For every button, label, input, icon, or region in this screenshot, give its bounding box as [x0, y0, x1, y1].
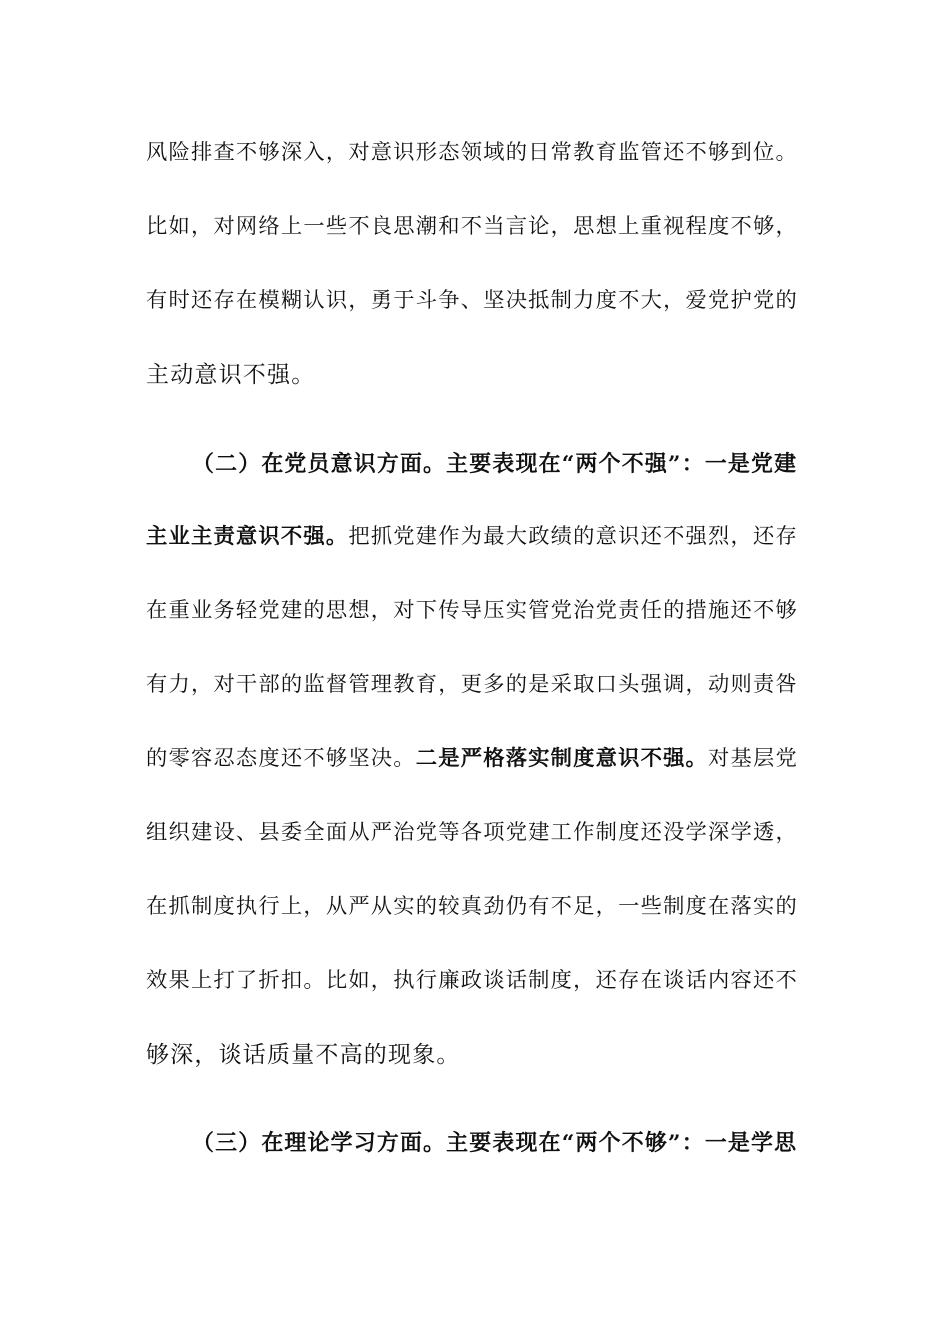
text-line — [146, 359, 796, 391]
text-line — [146, 1039, 796, 1071]
text-run: 的零容忍态度还不够坚决。 — [146, 746, 416, 771]
text-run: 够深，谈话质量不高的现象。 — [146, 1042, 461, 1068]
text-run: 在抓制度执行上，从严从实的较真劲仍有不足，一些制度在落实的 — [146, 894, 798, 919]
text-line — [146, 137, 796, 169]
text-run: 风险排查不够深入，对意识形态领域的日常教育监管还不够到位。 — [146, 140, 798, 165]
bold-run: 主业主责意识不强。 — [146, 524, 349, 549]
text-run: 有时还存在模糊认识，勇于斗争、坚决抵制力度不大，爱党护党的 — [146, 288, 798, 313]
text-run: 对基层党 — [708, 746, 798, 771]
text-line — [146, 669, 796, 701]
text-run: （二）在党员意识方面。主要表现在“两个不强”：一是党建 — [192, 451, 798, 477]
text-run: 比如，对网络上一些不良思潮和不当言论，思想上重视程度不够， — [146, 214, 798, 239]
text-run: 在重业务轻党建的思想，对下传导压实管党治党责任的措施还不够 — [146, 598, 798, 623]
text-line — [146, 743, 796, 775]
text-line — [146, 891, 796, 923]
text-line — [146, 521, 796, 553]
text-run: 效果上打了折扣。比如，执行廉政谈话制度，还存在谈话内容还不 — [146, 968, 798, 993]
text-line — [146, 285, 796, 317]
text-run: 把抓党建作为最大政绩的意识还不强烈，还存 — [348, 524, 798, 549]
text-line — [146, 965, 796, 997]
text-run: 组织建设、县委全面从严治党等各项党建工作制度还没学深学透， — [146, 820, 798, 845]
text-run: 有力，对干部的监督管理教育，更多的是采取口头强调，动则责咎 — [146, 672, 798, 697]
section-heading — [192, 448, 796, 480]
text-run: （三）在理论学习方面。主要表现在“两个不够”：一是学思 — [192, 1130, 798, 1156]
text-line — [146, 595, 796, 627]
section-heading — [192, 1127, 796, 1159]
text-run: 主动意识不强。 — [146, 362, 316, 388]
bold-run: 二是严格落实制度意识不强。 — [415, 746, 709, 771]
text-line — [146, 817, 796, 849]
text-line — [146, 211, 796, 243]
